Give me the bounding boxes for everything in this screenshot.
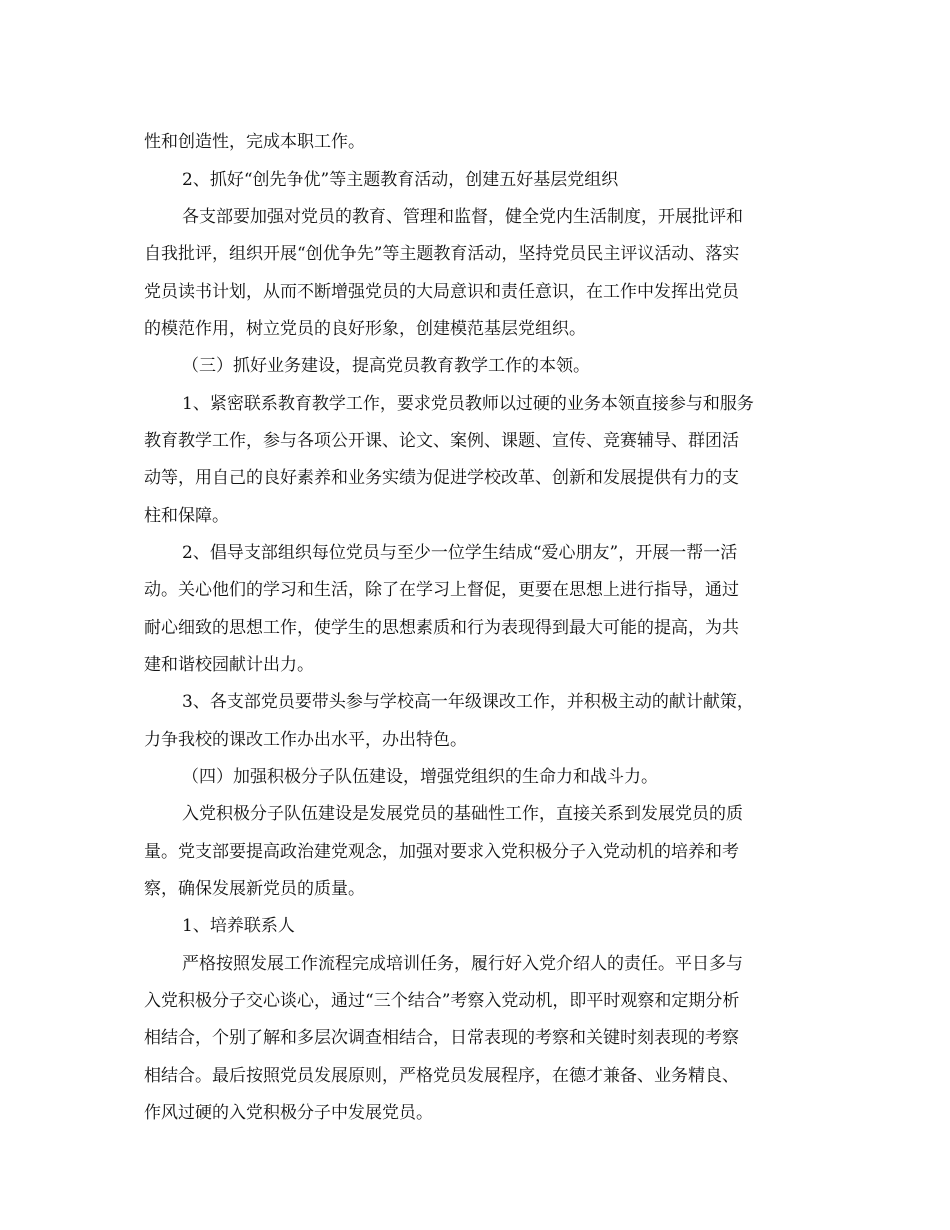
text-line: 的模范作用，树立党员的良好形象，创建模范基层党组织。: [144, 319, 586, 339]
text-line: 教育教学工作，参与各项公开课、论文、案例、课题、宣传、竞赛辅导、群团活: [144, 431, 739, 451]
text-line: 动。关心他们的学习和生活，除了在学习上督促，更要在思想上进行指导，通过: [144, 580, 739, 600]
text-line: 建和谐校园献计出力。: [144, 655, 314, 675]
text-line: 入党积极分子交心谈心，通过“三个结合”考察入党动机，即平时观察和定期分析: [144, 991, 740, 1011]
text-line: 性和创造性，完成本职工作。: [144, 132, 365, 152]
text-line: 各支部要加强对党员的教育、管理和监督，健全党内生活制度，开展批评和: [182, 207, 743, 227]
text-line: 柱和保障。: [144, 506, 229, 526]
text-line: 作风过硬的入党积极分子中发展党员。: [144, 1103, 433, 1123]
text-line: 耐心细致的思想工作，使学生的思想素质和行为表现得到最大可能的提高，为共: [144, 618, 739, 638]
text-line: 党员读书计划，从而不断增强党员的大局意识和责任意识，在工作中发挥出党员: [144, 282, 739, 302]
section-heading: （四）加强积极分子队伍建设，增强党组织的生命力和战斗力。: [182, 767, 658, 787]
section-heading: （三）抓好业务建设，提高党员教育教学工作的本领。: [182, 356, 590, 376]
text-line: 严格按照发展工作流程完成培训任务，履行好入党介绍人的责任。平日多与: [182, 954, 743, 974]
text-line: 1、紧密联系教育教学工作，要求党员教师以过硬的业务本领直接参与和服务: [182, 394, 754, 414]
text-line: 动等，用自己的良好素养和业务实绩为促进学校改革、创新和发展提供有力的支: [144, 468, 739, 488]
text-line: 察，确保发展新党员的质量。: [144, 879, 365, 899]
text-line: 力争我校的课改工作办出水平，办出特色。: [144, 730, 467, 750]
text-line: 相结合，个别了解和多层次调查相结合，日常表现的考察和关键时刻表现的考察: [144, 1028, 739, 1048]
text-line: 自我批评，组织开展“创优争先”等主题教育活动，坚持党员民主评议活动、落实: [144, 244, 740, 264]
section-heading: 1、培养联系人: [182, 916, 295, 936]
text-line: 3、各支部党员要带头参与学校高一年级课改工作，并积极主动的献计献策，: [182, 692, 754, 712]
text-line: 入党积极分子队伍建设是发展党员的基础性工作，直接关系到发展党员的质: [182, 804, 743, 824]
text-line: 2、倡导支部组织每位党员与至少一位学生结成“爱心朋友”，开展一帮一活: [182, 543, 738, 563]
section-heading: 2、抓好“创先争优”等主题教育活动，创建五好基层党组织: [182, 170, 619, 190]
text-line: 量。党支部要提高政治建党观念，加强对要求入党积极分子入党动机的培养和考: [144, 842, 739, 862]
text-line: 相结合。最后按照党员发展原则，严格党员发展程序，在德才兼备、业务精良、: [144, 1066, 739, 1086]
